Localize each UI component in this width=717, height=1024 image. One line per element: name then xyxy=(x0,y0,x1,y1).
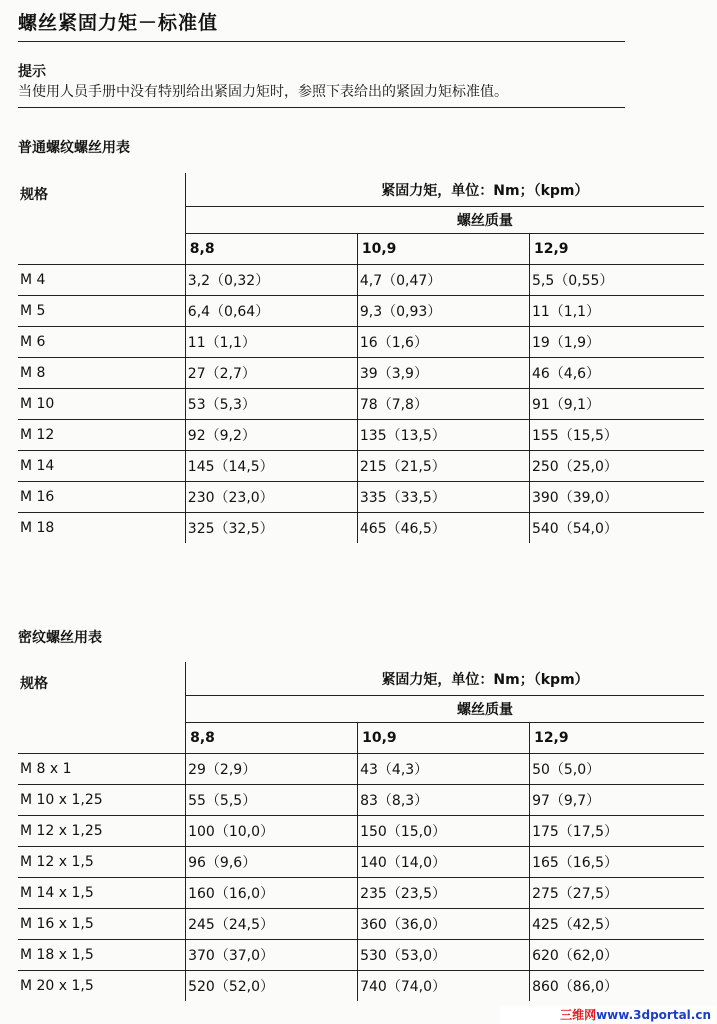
spec-cell: M 12 x 1,25 xyxy=(18,816,186,847)
spec-cell: M 14 x 1,5 xyxy=(18,878,186,909)
table-row xyxy=(18,451,704,482)
torque-cell: 360（36,0） xyxy=(358,909,530,940)
torque-header: 紧固力矩，单位：Nm；（kpm） xyxy=(186,662,704,696)
spec-cell: M 12 x 1,5 xyxy=(18,847,186,878)
torque-cell: 39（3,9） xyxy=(357,358,529,389)
torque-cell: 19（1,9） xyxy=(529,327,704,358)
table-row xyxy=(18,816,704,847)
grade-header: 8,8 xyxy=(185,234,357,265)
torque-cell: 245（24,5） xyxy=(186,909,358,940)
spec-cell: M 18 x 1,5 xyxy=(18,940,186,971)
hint-divider xyxy=(18,107,625,108)
torque-cell: 53（5,3） xyxy=(185,389,357,420)
grade-header: 8,8 xyxy=(186,723,358,754)
watermark-url: www.3dportal.cn xyxy=(596,1008,711,1022)
torque-cell: 465（46,5） xyxy=(357,513,529,544)
torque-header: 紧固力矩，单位：Nm；（kpm） xyxy=(185,173,704,207)
spec-header-spacer xyxy=(18,723,186,754)
coarse-thread-table xyxy=(18,173,704,543)
torque-cell: 43（4,3） xyxy=(358,754,530,785)
torque-cell: 5,5（0,55） xyxy=(529,265,704,296)
table-row xyxy=(18,296,704,327)
torque-cell: 370（37,0） xyxy=(186,940,358,971)
hint-title: 提示 xyxy=(18,64,46,80)
spec-cell: M 14 xyxy=(18,451,185,482)
quality-header: 螺丝质量 xyxy=(185,207,704,234)
torque-cell: 860（86,0） xyxy=(530,971,704,1002)
table-row xyxy=(18,327,704,358)
table-row xyxy=(18,389,704,420)
site-watermark xyxy=(500,1006,715,1024)
torque-cell: 11（1,1） xyxy=(529,296,704,327)
torque-cell: 46（4,6） xyxy=(529,358,704,389)
torque-cell: 100（10,0） xyxy=(186,816,358,847)
spec-cell: M 8 x 1 xyxy=(18,754,186,785)
torque-cell: 97（9,7） xyxy=(530,785,704,816)
torque-cell: 165（16,5） xyxy=(530,847,704,878)
torque-cell: 16（1,6） xyxy=(357,327,529,358)
torque-cell: 135（13,5） xyxy=(357,420,529,451)
torque-cell: 160（16,0） xyxy=(186,878,358,909)
torque-cell: 520（52,0） xyxy=(186,971,358,1002)
torque-cell: 325（32,5） xyxy=(185,513,357,544)
torque-cell: 55（5,5） xyxy=(186,785,358,816)
torque-cell: 250（25,0） xyxy=(529,451,704,482)
torque-cell: 335（33,5） xyxy=(357,482,529,513)
table-row xyxy=(18,482,704,513)
table-row xyxy=(18,754,704,785)
table-row xyxy=(18,971,704,1002)
spec-cell: M 18 xyxy=(20,520,55,536)
torque-cell: 275（27,5） xyxy=(530,878,704,909)
spec-cell: M 5 xyxy=(18,296,185,327)
table-row xyxy=(18,909,704,940)
torque-cell: 6,4（0,64） xyxy=(185,296,357,327)
table-row xyxy=(18,358,704,389)
torque-cell: 150（15,0） xyxy=(358,816,530,847)
torque-cell: 91（9,1） xyxy=(529,389,704,420)
spec-cell: M 16 xyxy=(18,482,185,513)
torque-cell: 11（1,1） xyxy=(185,327,357,358)
spec-header: 规格 xyxy=(20,187,48,203)
spec-cell: M 4 xyxy=(18,265,185,296)
torque-cell: 3,2（0,32） xyxy=(185,265,357,296)
title-divider xyxy=(18,41,625,42)
torque-cell: 215（21,5） xyxy=(357,451,529,482)
torque-cell: 230（23,0） xyxy=(185,482,357,513)
torque-cell: 390（39,0） xyxy=(529,482,704,513)
spec-header: 规格 xyxy=(20,676,48,692)
watermark-site-name: 三维网 xyxy=(560,1008,597,1022)
grade-header: 10,9 xyxy=(357,234,529,265)
grade-header: 12,9 xyxy=(529,234,704,265)
spec-cell: M 8 xyxy=(18,358,185,389)
grade-header: 10,9 xyxy=(358,723,530,754)
table-row xyxy=(18,878,704,909)
torque-cell: 425（42,5） xyxy=(530,909,704,940)
fine-thread-table xyxy=(18,662,704,1001)
table-row xyxy=(18,940,704,971)
spec-cell: M 20 x 1,5 xyxy=(20,978,94,994)
torque-cell: 96（9,6） xyxy=(186,847,358,878)
torque-cell: 78（7,8） xyxy=(357,389,529,420)
section-title-fine: 密纹螺丝用表 xyxy=(18,630,102,646)
torque-cell: 27（2,7） xyxy=(185,358,357,389)
table-row xyxy=(18,265,704,296)
table-row xyxy=(18,785,704,816)
section-title-coarse: 普通螺纹螺丝用表 xyxy=(18,140,130,156)
quality-header: 螺丝质量 xyxy=(186,696,704,723)
torque-cell: 740（74,0） xyxy=(358,971,530,1002)
hint-text: 当使用人员手册中没有特别给出紧固力矩时，参照下表给出的紧固力矩标准值。 xyxy=(18,84,508,100)
torque-cell: 235（23,5） xyxy=(358,878,530,909)
torque-cell: 92（9,2） xyxy=(185,420,357,451)
torque-cell: 530（53,0） xyxy=(358,940,530,971)
torque-cell: 50（5,0） xyxy=(530,754,704,785)
table-row xyxy=(18,847,704,878)
torque-cell: 155（15,5） xyxy=(529,420,704,451)
torque-cell: 29（2,9） xyxy=(186,754,358,785)
torque-cell: 83（8,3） xyxy=(358,785,530,816)
torque-cell: 620（62,0） xyxy=(530,940,704,971)
torque-cell: 540（54,0） xyxy=(529,513,704,544)
torque-cell: 9,3（0,93） xyxy=(357,296,529,327)
spec-cell: M 12 xyxy=(18,420,185,451)
torque-cell: 145（14,5） xyxy=(185,451,357,482)
torque-cell: 175（17,5） xyxy=(530,816,704,847)
table-row xyxy=(18,513,704,544)
spec-cell: M 6 xyxy=(18,327,185,358)
grade-header: 12,9 xyxy=(530,723,704,754)
spec-cell: M 10 xyxy=(18,389,185,420)
page-title: 螺丝紧固力矩－标准值 xyxy=(18,12,219,34)
spec-header-spacer xyxy=(18,234,185,265)
spec-cell: M 10 x 1,25 xyxy=(18,785,186,816)
torque-cell: 140（14,0） xyxy=(358,847,530,878)
table-row xyxy=(18,420,704,451)
spec-cell: M 16 x 1,5 xyxy=(18,909,186,940)
torque-cell: 4,7（0,47） xyxy=(357,265,529,296)
